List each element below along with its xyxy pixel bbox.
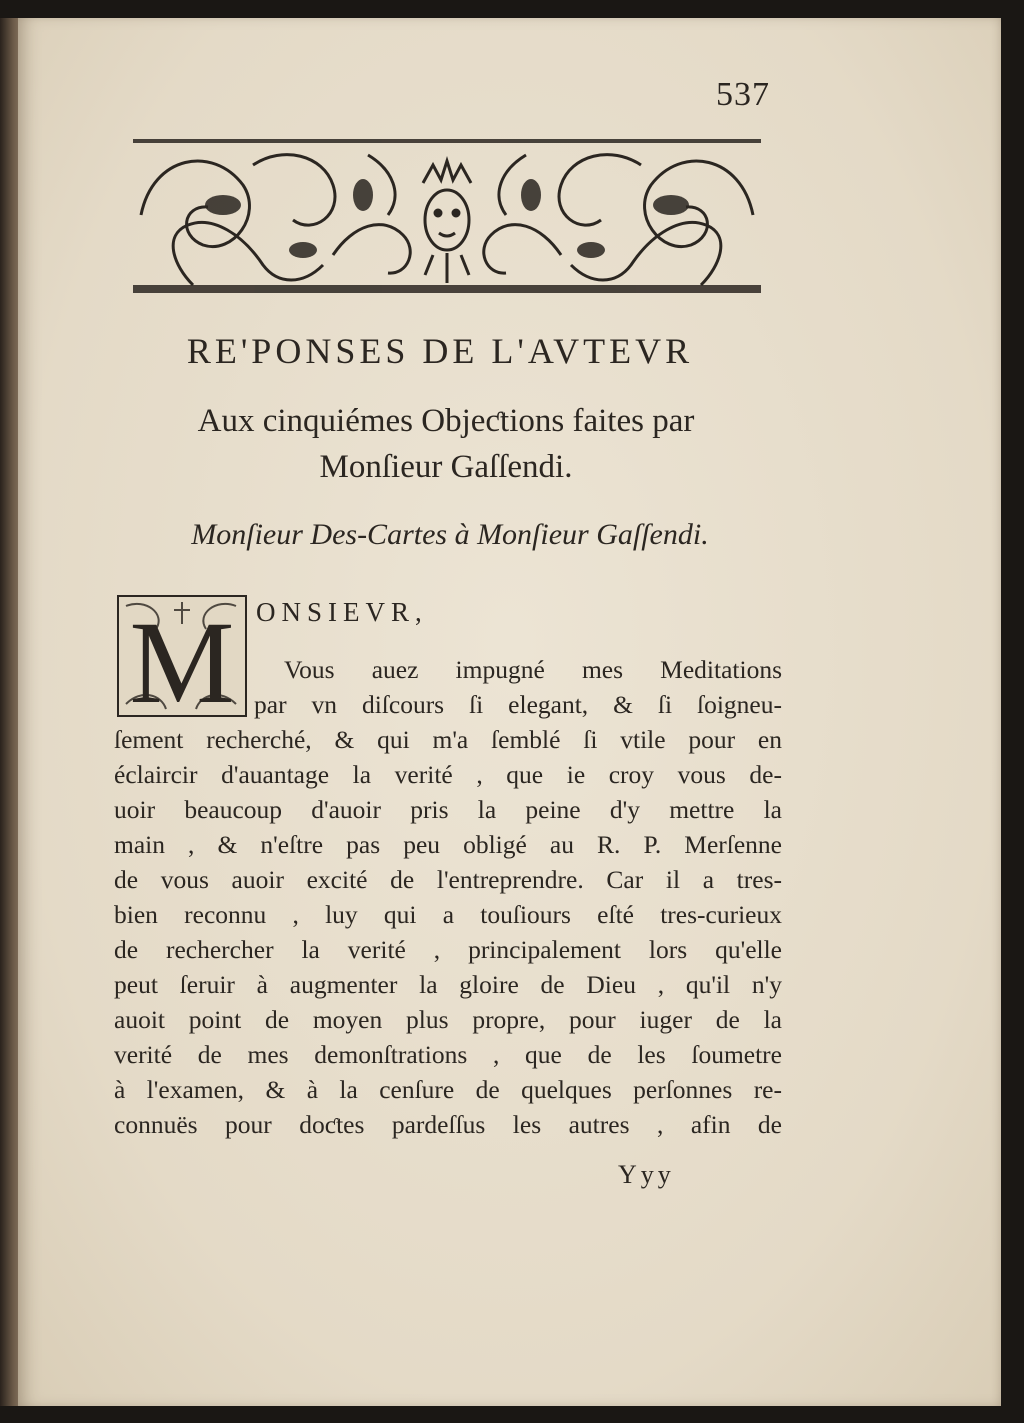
body-line: par vn diſcours ſi elegant, & ſi ſoigneu- [254,690,782,719]
salutation: Monſieur Des-Cartes à Monſieur Gaſſendi. [191,518,709,551]
catchword: Yyy [618,1160,675,1189]
body-line: bien reconnu , luy qui a touſiours eſté tres-curieux [114,900,782,929]
body-line: main , & n'eſtre pas peu obligé au R. P. Merſenne [114,830,782,859]
body-line: à l'examen, & à la cenſure de quelques perſonnes re- [114,1075,782,1104]
headpiece-mask-face [423,161,471,283]
body-line: verité de mes demonſtrations , que de les ſoumetre [114,1040,782,1069]
subtitle [112,398,780,490]
body-line: uoir beaucoup d'auoir pris la peine d'y mettre la [114,795,782,824]
ornamental-dropcap [116,594,248,718]
page-number: 537 [716,76,770,113]
title: RE'PONSES DE L'AVTEVR [186,331,694,371]
body-line: ſement recherché, & qui m'a ſemblé ſi vtile pour en [114,725,782,754]
ornamental-headpiece [133,135,761,298]
body-line: peut ſeruir à augmenter la gloire de Dieu , qu'il n'y [114,970,782,999]
opening-word: ONSIEVR, [256,597,428,627]
body-line: connuës pour doƈtes pardeſſus les autres , afin de [114,1110,782,1139]
body-line: Vous auez impugné mes Meditations [284,655,782,684]
body-line: auoit point de moyen plus propre, pour iuger de la [114,1005,782,1034]
subtitle-line-1: Aux cinquiémes Objeƈtions faites par [197,403,695,439]
dropcap-letter: M [129,597,235,718]
body-line: de vous auoir excité de l'entreprendre. Car il a tres- [114,865,782,894]
subtitle-line-2: Monſieur Gaſſendi. [319,449,573,485]
body-line: de rechercher la verité , principalement lors qu'elle [114,935,782,964]
body-line: éclaircir d'auantage la verité , que ie croy vous de- [114,760,782,789]
